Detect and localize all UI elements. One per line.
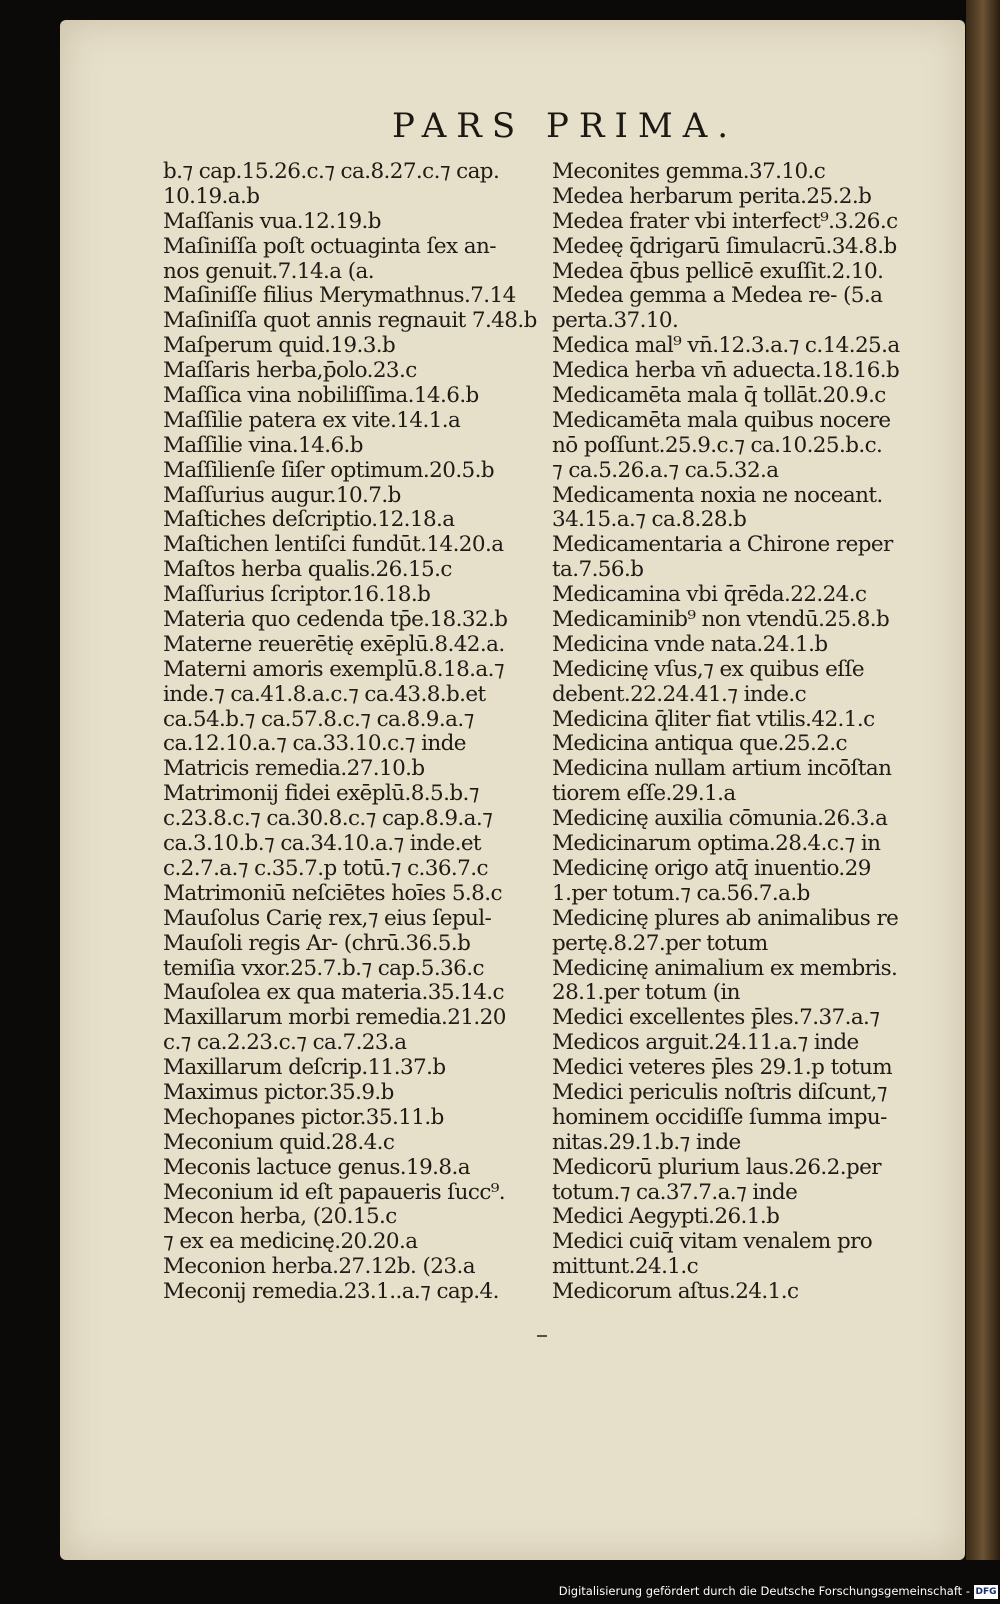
index-entry: Medica herba vn̄ aduecta.18.16.b [552, 359, 900, 384]
index-entry: Medicinę animalium ex membris. [552, 956, 898, 981]
index-entry: Medicinę origo atq̄ inuentio.29 [552, 856, 871, 881]
index-entry: Maſſica vina nobiliſſima.14.6.b [163, 384, 479, 409]
index-entry: Medicaminib⁹ non vtendū.25.8.b [552, 608, 890, 633]
index-entry: Meconites gemma.37.10.c [552, 160, 826, 184]
index-entry: Mauſolus Carię rex,⁊ eius ſepul- [163, 906, 492, 931]
index-entry: Maſperum quid.19.3.b [163, 334, 396, 359]
index-entry: Medicina q̄liter fiat vtilis.42.1.c [552, 707, 875, 732]
index-entry: Medicinarum optima.28.4.c.⁊ in [552, 832, 881, 857]
index-entry: Maſſurius augur.10.7.b [163, 483, 401, 508]
index-entry: Medeę q̄drigarū ſimulacrū.34.8.b [552, 234, 897, 259]
index-entry: Maſtiches deſcriptio.12.18.a [163, 508, 455, 533]
index-entry: Medici excellentes p̄les.7.37.a.⁊ [552, 1006, 880, 1031]
index-entry: Materne reuerētię exēplū.8.42.a. [163, 632, 505, 657]
index-entry: Maſſurius ſcriptor.16.18.b [163, 583, 431, 608]
index-entry: Medicina antiqua que.25.2.c [552, 732, 847, 757]
index-entry: Matrimoniū neſciētes hoīes 5.8.c [163, 881, 502, 906]
index-entry: Medici veteres p̄les 29.1.p totum [552, 1056, 893, 1081]
index-entry: Mecon herba, (20.15.c [163, 1205, 397, 1230]
index-entry: Meconis lactuce genus.19.8.a [163, 1155, 470, 1180]
index-entry: 1.per totum.⁊ ca.56.7.a.b [552, 881, 810, 906]
index-entry: Medicina nullam artium incōſtan [552, 757, 892, 782]
index-entry: Meconium id eſt papaueris ſucc⁹. [163, 1180, 506, 1205]
index-entry: tiorem eſſe.29.1.a [552, 782, 736, 807]
index-entry: ⁊ ex ea medicinę.20.20.a [163, 1230, 418, 1255]
funding-notice: Digitalisierung gefördert durch die Deutsche Forschungsgemeinschaft - [558, 1584, 970, 1598]
index-entry: nos genuit.7.14.a (a. [163, 259, 374, 284]
index-entry: c.⁊ ca.2.23.c.⁊ ca.7.23.a [163, 1031, 407, 1056]
index-entry: Materia quo cedenda tp̄e.18.32.b [163, 608, 508, 633]
index-entry: 28.1.per totum (in [552, 981, 740, 1006]
index-entry: Medicinę vſus,⁊ ex quibus eſſe [552, 657, 865, 682]
book-spine [966, 0, 1000, 1560]
index-entry: Maſtichen lentiſci fundūt.14.20.a [163, 533, 504, 558]
index-entry: Maſiniſſa quot annis regnauit 7.48.b [163, 309, 537, 334]
index-entry: Mechopanes pictor.35.11.b [163, 1105, 444, 1130]
index-entry: Maſſaris herba,p̄olo.23.c [163, 359, 417, 384]
index-entry: Maximus pictor.35.9.b [163, 1080, 394, 1105]
index-column-right [552, 160, 944, 1305]
index-entry: Medicos arguit.24.11.a.⁊ inde [552, 1031, 859, 1056]
index-entry: Medea gemma a Medea re- (5.a [552, 284, 883, 309]
index-entry: Matricis remedia.27.10.b [163, 757, 425, 782]
index-entry: ca.3.10.b.⁊ ca.34.10.a.⁊ inde.et [163, 832, 481, 857]
index-entry: hominem occidiſſe ſumma impu- [552, 1105, 887, 1130]
index-entry: totum.⁊ ca.37.7.a.⁊ inde [552, 1180, 798, 1205]
index-entry: Medicamenta noxia ne noceant. [552, 483, 883, 508]
index-entry: Medicorum aſtus.24.1.c [552, 1280, 799, 1305]
index-entry: ta.7.56.b [552, 558, 644, 583]
index-entry: pertę.8.27.per totum [552, 931, 768, 956]
index-entry: ca.54.b.⁊ ca.57.8.c.⁊ ca.8.9.a.⁊ [163, 707, 474, 732]
index-entry: Medea frater vbi interfect⁹.3.26.c [552, 209, 898, 234]
index-entry: ⁊ ca.5.26.a.⁊ ca.5.32.a [552, 458, 779, 483]
index-entry: Medicorū plurium laus.26.2.per [552, 1155, 881, 1180]
index-entry: Meconij remedia.23.1..a.⁊ cap.4. [163, 1280, 499, 1305]
index-entry: Maſiniſſa poſt octuaginta ſex an- [163, 234, 496, 259]
index-entry: Medicamēta mala q̄ tollāt.20.9.c [552, 384, 886, 409]
index-entry: 34.15.a.⁊ ca.8.28.b [552, 508, 747, 533]
index-entry: nō poſſunt.25.9.c.⁊ ca.10.25.b.c. [552, 433, 883, 458]
index-entry: Medea q̄bus pellicē exuſſit.2.10. [552, 259, 884, 284]
index-entry: Materni amoris exemplū.8.18.a.⁊ [163, 657, 504, 682]
index-entry: Medica mal⁹ vn̄.12.3.a.⁊ c.14.25.a [552, 334, 900, 359]
index-entry: Medici cuiq̄ vitam venalem pro [552, 1230, 873, 1255]
index-entry: Medicina vnde nata.24.1.b [552, 632, 828, 657]
index-entry: debent.22.24.41.⁊ inde.c [552, 682, 807, 707]
index-entry: c.2.7.a.⁊ c.35.7.p totū.⁊ c.36.7.c [163, 856, 488, 881]
page-header: PARS PRIMA. [392, 106, 739, 146]
index-entry: Mauſoli regis Ar- (chrū.36.5.b [163, 931, 471, 956]
dfg-logo: DFG [975, 1587, 997, 1597]
index-entry: Medea herbarum perita.25.2.b [552, 184, 872, 209]
index-entry: Medicamina vbi q̄rēda.22.24.c [552, 583, 867, 608]
index-entry: Medici periculis noſtris diſcunt,⁊ [552, 1080, 887, 1105]
index-entry: Medicamentaria a Chirone reper [552, 533, 893, 558]
index-entry: Meconion herba.27.12b. (23.a [163, 1255, 475, 1280]
footer-bar [0, 1568, 1000, 1604]
index-entry: Meconium quid.28.4.c [163, 1130, 395, 1155]
index-entry: inde.⁊ ca.41.8.a.c.⁊ ca.43.8.b.et [163, 682, 486, 707]
index-entry: temiſia vxor.25.7.b.⁊ cap.5.36.c [163, 956, 484, 981]
index-entry: 10.19.a.b [163, 184, 260, 209]
index-entry: Maſiniſſe filius Merymathnus.7.14 [163, 284, 516, 309]
index-entry: perta.37.10. [552, 309, 679, 334]
index-entry: Medicamēta mala quibus nocere [552, 408, 891, 433]
index-entry: Maſſilienſe ſiſer optimum.20.5.b [163, 458, 495, 483]
index-column-left [163, 160, 548, 1305]
index-entry: nitas.29.1.b.⁊ inde [552, 1130, 741, 1155]
index-entry: c.23.8.c.⁊ ca.30.8.c.⁊ cap.8.9.a.⁊ [163, 807, 493, 832]
index-entry: Matrimonij fidei exēplū.8.5.b.⁊ [163, 782, 479, 807]
index-entry: Maxillarum morbi remedia.21.20 [163, 1006, 506, 1031]
index-entry: Medici Aegypti.26.1.b [552, 1205, 780, 1230]
index-entry: ca.12.10.a.⁊ ca.33.10.c.⁊ inde [163, 732, 466, 757]
index-entry: b.⁊ cap.15.26.c.⁊ ca.8.27.c.⁊ cap. [163, 160, 500, 184]
index-entry: mittunt.24.1.c [552, 1255, 699, 1280]
index-entry: Medicinę auxilia cōmunia.26.3.a [552, 807, 888, 832]
index-entry: Maxillarum deſcrip.11.37.b [163, 1056, 446, 1081]
index-entry: Maſſilie patera ex vite.14.1.a [163, 408, 461, 433]
index-entry: Maſſilie vina.14.6.b [163, 433, 363, 458]
printed-dash [537, 1335, 547, 1337]
index-entry: Mauſolea ex qua materia.35.14.c [163, 981, 504, 1006]
index-entry: Maſſanis vua.12.19.b [163, 209, 381, 234]
index-entry: Medicinę plures ab animalibus re [552, 906, 899, 931]
index-entry: Maſtos herba qualis.26.15.c [163, 558, 452, 583]
